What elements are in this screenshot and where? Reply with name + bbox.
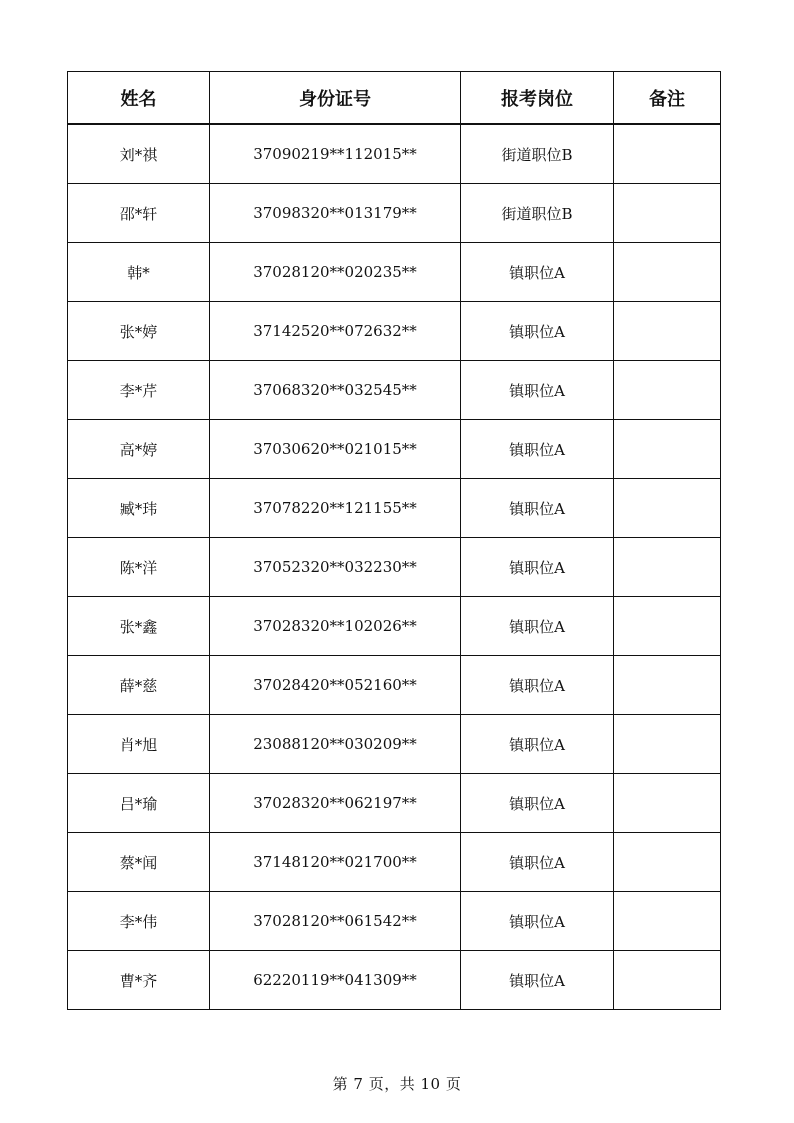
- cell-remark: [614, 892, 721, 951]
- cell-position: 镇职位A: [461, 361, 614, 420]
- cell-position: 镇职位A: [461, 656, 614, 715]
- cell-remark: [614, 420, 721, 479]
- cell-remark: [614, 597, 721, 656]
- cell-position: 镇职位A: [461, 774, 614, 833]
- cell-name: 李*芹: [68, 361, 210, 420]
- cell-remark: [614, 302, 721, 361]
- cell-id-number: 37090219**112015**: [210, 124, 461, 184]
- table-row: [68, 951, 721, 1010]
- cell-name: 蔡*闻: [68, 833, 210, 892]
- cell-id-number: 62220119**041309**: [210, 951, 461, 1010]
- cell-name: 肖*旭: [68, 715, 210, 774]
- cell-position: 街道职位B: [461, 184, 614, 243]
- cell-position: 镇职位A: [461, 479, 614, 538]
- cell-id-number: 37028420**052160**: [210, 656, 461, 715]
- cell-position: 镇职位A: [461, 833, 614, 892]
- cell-id-number: 37142520**072632**: [210, 302, 461, 361]
- header-id-number: 身份证号: [210, 72, 461, 125]
- cell-id-number: 37028120**061542**: [210, 892, 461, 951]
- cell-remark: [614, 184, 721, 243]
- cell-remark: [614, 243, 721, 302]
- cell-name: 薛*慈: [68, 656, 210, 715]
- cell-name: 臧*玮: [68, 479, 210, 538]
- header-remark: 备注: [614, 72, 721, 125]
- cell-remark: [614, 951, 721, 1010]
- applicant-table: [67, 71, 721, 1010]
- cell-remark: [614, 656, 721, 715]
- cell-position: 镇职位A: [461, 892, 614, 951]
- cell-name: 刘*祺: [68, 124, 210, 184]
- cell-remark: [614, 361, 721, 420]
- table-row: [68, 361, 721, 420]
- cell-name: 高*婷: [68, 420, 210, 479]
- cell-name: 张*婷: [68, 302, 210, 361]
- table-row: [68, 420, 721, 479]
- cell-name: 陈*洋: [68, 538, 210, 597]
- table-row: [68, 302, 721, 361]
- table-row: [68, 243, 721, 302]
- cell-position: 镇职位A: [461, 420, 614, 479]
- cell-name: 韩*: [68, 243, 210, 302]
- cell-remark: [614, 774, 721, 833]
- cell-name: 李*伟: [68, 892, 210, 951]
- cell-name: 吕*瑜: [68, 774, 210, 833]
- cell-position: 镇职位A: [461, 538, 614, 597]
- cell-id-number: 37052320**032230**: [210, 538, 461, 597]
- cell-position: 镇职位A: [461, 715, 614, 774]
- table-row: [68, 892, 721, 951]
- table-row: [68, 715, 721, 774]
- table-row: [68, 656, 721, 715]
- cell-id-number: 37028320**102026**: [210, 597, 461, 656]
- cell-remark: [614, 479, 721, 538]
- cell-position: 镇职位A: [461, 302, 614, 361]
- cell-remark: [614, 538, 721, 597]
- cell-id-number: 37028120**020235**: [210, 243, 461, 302]
- cell-position: 镇职位A: [461, 951, 614, 1010]
- cell-id-number: 37098320**013179**: [210, 184, 461, 243]
- header-position: 报考岗位: [461, 72, 614, 125]
- cell-name: 曹*齐: [68, 951, 210, 1010]
- cell-position: 镇职位A: [461, 243, 614, 302]
- cell-id-number: 23088120**030209**: [210, 715, 461, 774]
- page-number: 第 7 页，共 10 页: [332, 1075, 462, 1093]
- cell-name: 邵*轩: [68, 184, 210, 243]
- cell-name: 张*鑫: [68, 597, 210, 656]
- table-row: [68, 479, 721, 538]
- table-row: [68, 597, 721, 656]
- cell-remark: [614, 715, 721, 774]
- cell-id-number: 37148120**021700**: [210, 833, 461, 892]
- table-body: [68, 124, 721, 1010]
- table-row: [68, 184, 721, 243]
- cell-id-number: 37068320**032545**: [210, 361, 461, 420]
- cell-position: 镇职位A: [461, 597, 614, 656]
- cell-remark: [614, 124, 721, 184]
- table-header-row: [68, 72, 721, 125]
- cell-id-number: 37078220**121155**: [210, 479, 461, 538]
- cell-id-number: 37028320**062197**: [210, 774, 461, 833]
- table-row: [68, 538, 721, 597]
- table-row: [68, 124, 721, 184]
- cell-remark: [614, 833, 721, 892]
- cell-id-number: 37030620**021015**: [210, 420, 461, 479]
- header-name: 姓名: [68, 72, 210, 125]
- table-row: [68, 833, 721, 892]
- cell-position: 街道职位B: [461, 124, 614, 184]
- table-row: [68, 774, 721, 833]
